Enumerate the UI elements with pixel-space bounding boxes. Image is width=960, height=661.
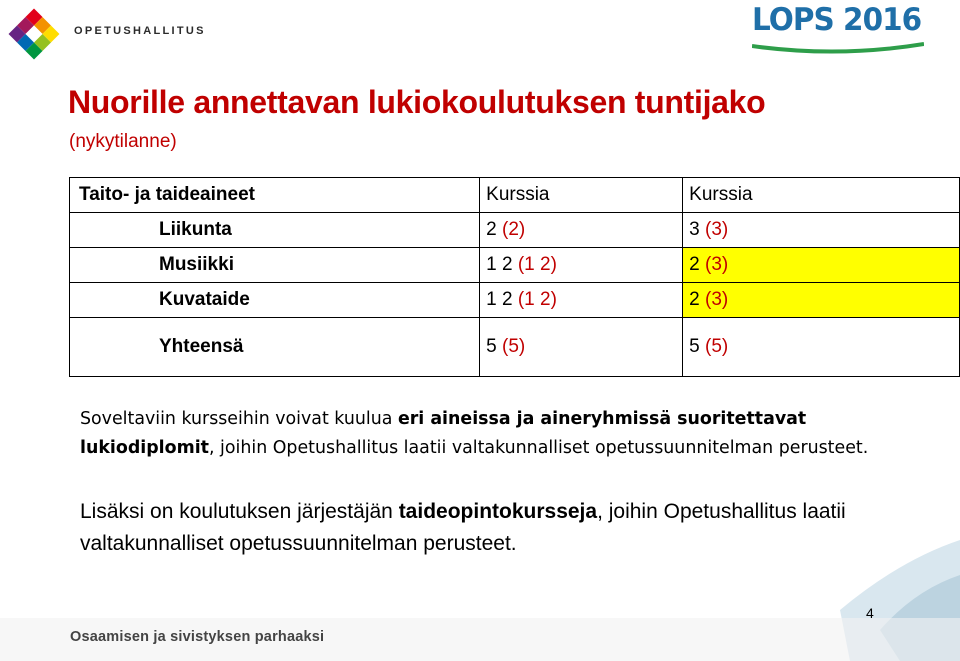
page-number: 4 bbox=[866, 605, 874, 621]
opetushallitus-logo-icon bbox=[6, 6, 62, 62]
lops-logo: LOPS 2016 bbox=[752, 2, 922, 38]
table-row bbox=[70, 213, 960, 248]
row-col2-highlighted: 2 (3) bbox=[683, 283, 960, 318]
page-title: Nuorille annettavan lukiokoulutuksen tuntijako bbox=[68, 84, 766, 120]
paragraph-art-courses: Lisäksi on koulutuksen järjestäjän taideopintokursseja, joihin Opetushallitus laatii valtakunnalliset opetussuunnitelman perusteet. bbox=[80, 500, 846, 555]
page-subtitle: (nykytilanne) bbox=[69, 131, 177, 152]
total-label: Yhteensä bbox=[70, 318, 480, 377]
table-header-col2: Kurssia bbox=[683, 178, 960, 213]
table-row bbox=[70, 248, 960, 283]
row-col1: 1 2 (1 2) bbox=[480, 283, 683, 318]
row-col1: 1 2 (1 2) bbox=[480, 248, 683, 283]
row-label: Musiikki bbox=[70, 248, 480, 283]
row-col1: 2 (2) bbox=[480, 213, 683, 248]
footer-slogan: Osaamisen ja sivistyksen parhaaksi bbox=[70, 629, 325, 645]
org-name: OPETUSHALLITUS bbox=[74, 25, 206, 37]
row-label: Kuvataide bbox=[70, 283, 480, 318]
total-col2: 5 (5) bbox=[683, 318, 960, 377]
paragraph-diplomas: Soveltaviin kursseihin voivat kuulua eri aineissa ja aineryhmissä suoritettavat lukiodiplomit, joihin Opetushallitus laatii valtakunnalliset opetussuunnitelman perusteet. bbox=[80, 409, 869, 458]
row-label: Liikunta bbox=[70, 213, 480, 248]
table-header-row bbox=[70, 178, 960, 213]
lops-swoosh-icon bbox=[752, 40, 924, 58]
course-table bbox=[69, 177, 960, 377]
table-total-row bbox=[70, 318, 960, 377]
table-row bbox=[70, 283, 960, 318]
row-col2-highlighted: 2 (3) bbox=[683, 248, 960, 283]
table-header-col1: Kurssia bbox=[480, 178, 683, 213]
row-col2: 3 (3) bbox=[683, 213, 960, 248]
table-header-label: Taito- ja taideaineet bbox=[70, 178, 480, 213]
total-col1: 5 (5) bbox=[480, 318, 683, 377]
